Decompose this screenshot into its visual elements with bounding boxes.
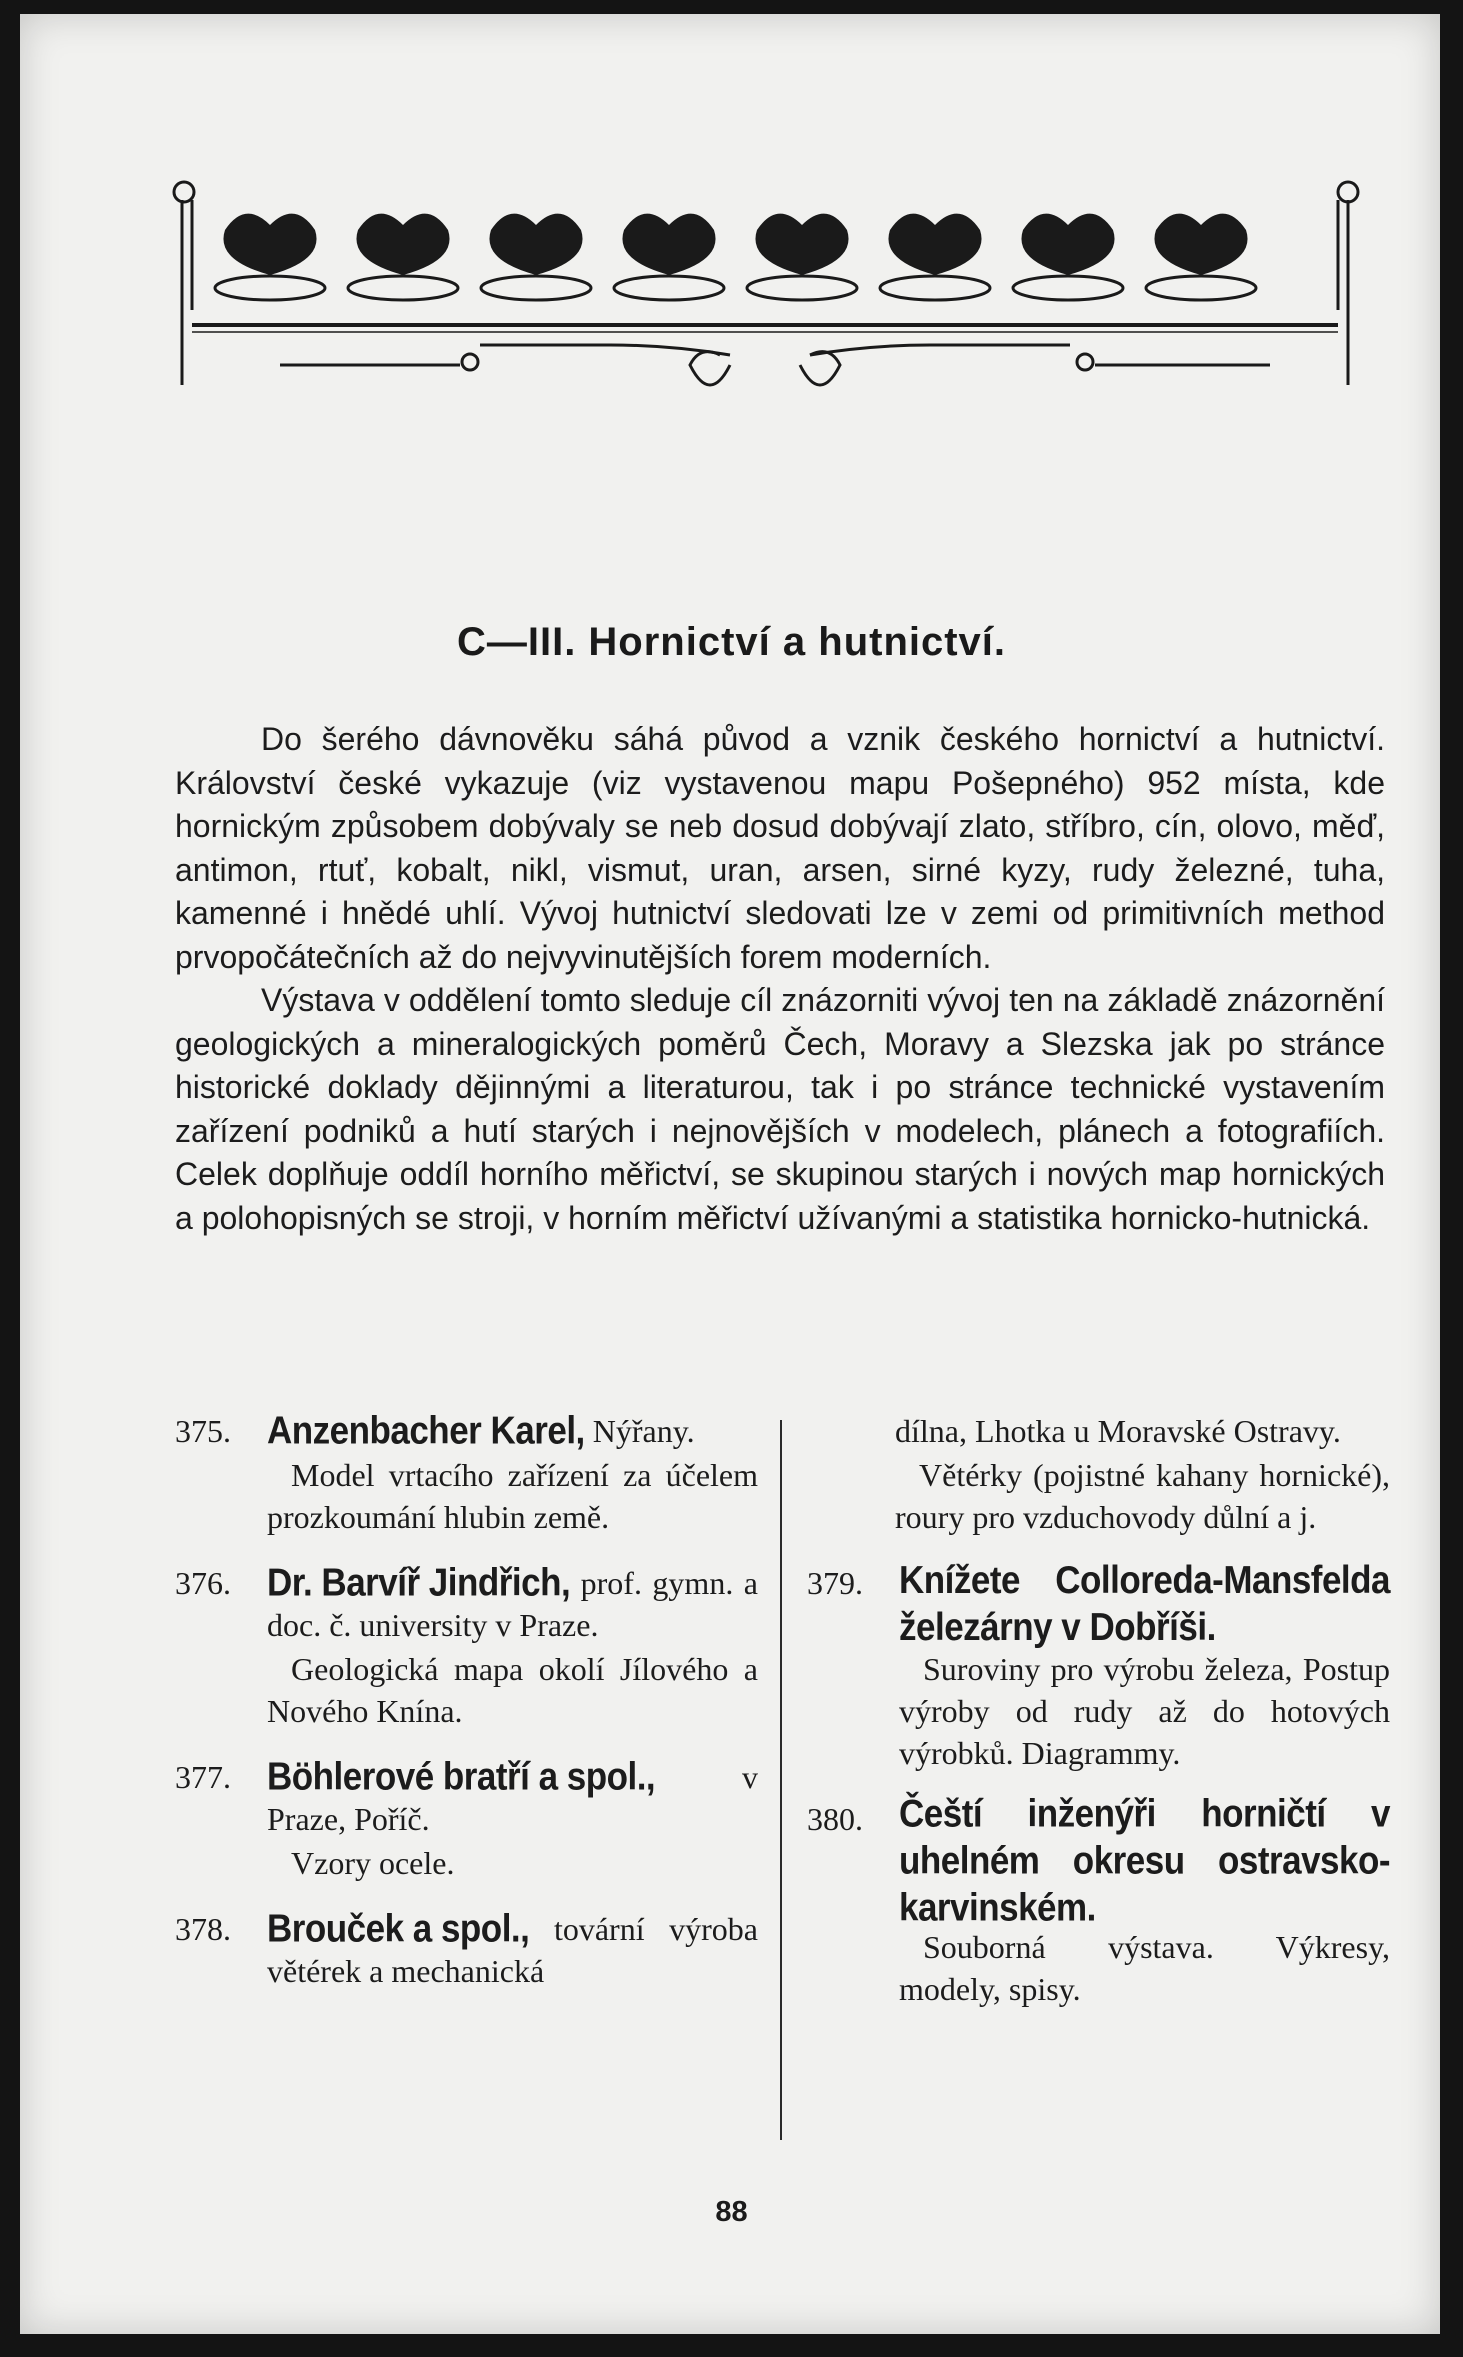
exhibitor-column-left <box>175 1410 758 2016</box>
exhibitor-entry <box>807 1791 1390 2010</box>
entry-number: 375. <box>175 1413 231 1449</box>
exhibitor-entry <box>175 1908 758 1992</box>
lotus-ornament-header <box>170 170 1370 405</box>
exhibitor-detail: dílna, Lhotka u Moravské Ostravy. <box>895 1413 1341 1449</box>
entry-number: 377. <box>175 1759 231 1795</box>
intro-text <box>175 718 1385 1240</box>
exhibitor-name: Knížete Colloreda-Mansfelda železárny v Dobříši. <box>899 1558 1390 1649</box>
entry-number: 380. <box>807 1801 863 1837</box>
page-number: 88 <box>715 2196 748 2228</box>
exhibitor-name: Anzenbacher Karel, <box>267 1408 585 1453</box>
entry-number: 379. <box>807 1565 863 1601</box>
exhibitor-name: Dr. Barvíř Jindřich, <box>267 1560 571 1605</box>
exhibitor-name: Čeští inženýři horničtí v uhelném okresu ostravsko-karvinském. <box>899 1791 1390 1930</box>
exhibitor-entry <box>807 1558 1390 1774</box>
exhibitor-detail: v Praze, Poříč. <box>267 1759 758 1837</box>
exhibitor-entry <box>175 1756 758 1884</box>
exhibitor-detail: Nýřany. <box>584 1413 695 1449</box>
section-title: C—III. Hornictví a hutnictví. <box>456 620 1007 664</box>
intro-paragraph: Do šerého dávnověku sáhá původ a vznik českého hornictví a hutnictví. Království české vykazuje (viz vystavenou mapu Pošepného) 952 místa, kde hornickým způsobem dobývaly se neb dosud dobývají zlato, stříbro, cín, olovo, měď, antimon, rtuť, kobalt, nikl, vismut, uran, arsen, sirné kyzy, rudy železné, tuha, kamenné i hnědé uhlí. Vývoj hutnictví sledovati lze v zemi od primitivních method prvopočátečních až do nejvyvinutějších forem moderních. <box>175 721 1385 975</box>
entry-number: 378. <box>175 1911 231 1947</box>
exhibit-description: Model vrtacího zařízení za účelem prozkoumání hlubin země. <box>267 1457 758 1535</box>
intro-paragraph: Výstava v oddělení tomto sleduje cíl znázorniti vývoj ten na základě znázornění geologických a mineralogických poměrů Čech, Moravy a Slezska jak po stránce historické doklady dějinnými a literaturou, tak i po stránce technické vystavením zařízení podniků a hutí starých i nejnovějších v modelech, plánech a fotografiích. Celek doplňuje oddíl horního měřictví, se skupinou starých i nových map hornických a polohopisných se stroji, v horním měřictví užívanými a statistika hornicko-hutnická. <box>175 982 1385 1236</box>
exhibit-description: Vzory ocele. <box>291 1845 455 1881</box>
column-divider <box>780 1420 782 2140</box>
exhibitor-column-right <box>807 1410 1390 2034</box>
lotus-icon <box>215 214 325 300</box>
entry-number: 376. <box>175 1565 231 1601</box>
exhibitor-entry <box>175 1410 758 1538</box>
exhibitor-detail: prof. gymn. a doc. č. university v Praze. <box>267 1565 758 1643</box>
exhibitor-name: Brouček a spol., <box>267 1906 530 1951</box>
exhibitor-name: Böhlerové bratří a spol., <box>267 1754 656 1799</box>
exhibit-description: Geologická mapa okolí Jílového a Nového Knína. <box>267 1651 758 1729</box>
exhibit-description: Souborná výstava. Výkresy, modely, spisy. <box>899 1929 1390 2007</box>
exhibit-description: Větérky (pojistné kahany hornické), roury pro vzduchovody důlní a j. <box>895 1457 1390 1535</box>
exhibit-description: Suroviny pro výrobu železa, Postup výroby od rudy až do hotových výrobků. Diagrammy. <box>899 1651 1390 1771</box>
exhibitor-detail: tovární výroba větérek a mechanická <box>267 1911 758 1989</box>
exhibitor-entry <box>175 1562 758 1732</box>
exhibitor-entry-continuation <box>895 1410 1390 1538</box>
